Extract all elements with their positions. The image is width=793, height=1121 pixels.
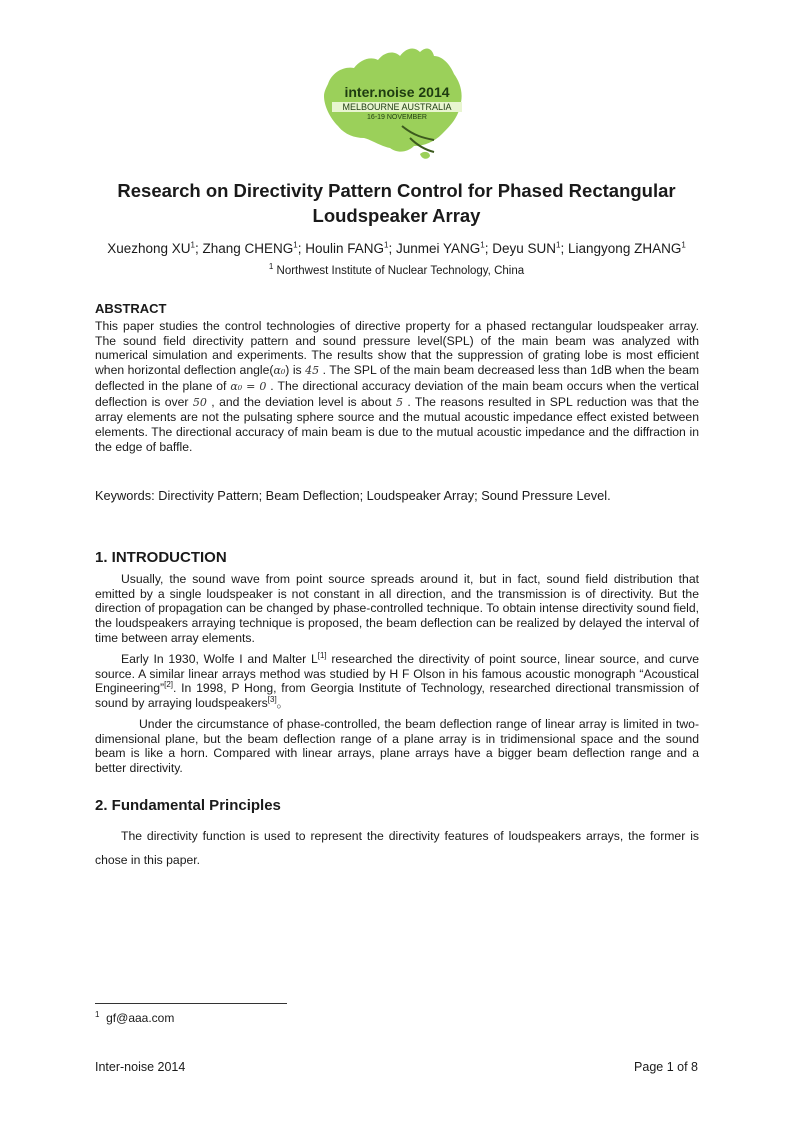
conference-logo	[310, 42, 480, 172]
author: Deyu SUN$^1$;	[492, 240, 569, 256]
principles-paragraph: The directivity function is used to represent the directivity features of loudspeakers arrays, the former is chose in this paper.	[95, 829, 699, 867]
intro-paragraph-2: Early In 1930, Wolfe I and Malter L[1] researched the directivity of point source, linear source, and curve source. A similar linear arrays method was studied by H F Olson in his famous acoustic monograph “Acoustical Engineering”[2]. In 1998, P Hong, from Georgia Institute of Technology, researched directional transmission of sound by arraying loudspeakers[3]。	[95, 650, 699, 711]
citation: [2]	[164, 680, 174, 690]
logo-brand: inter.noise 2014	[344, 84, 450, 100]
footer-conference: Inter-noise 2014	[95, 1060, 186, 1074]
intro-paragraph-1: Usually, the sound wave from point source spreads around it, but in fact, sound field distribution that emitted by a single loudspeaker is not constant in all direction, and the transmission is of directivity. But the direction of propagation can be changed by phase-controlled technique. To obtain intense directivity sound field, the loudspeakers arraying technique is proposed, the beam deflection can be realized by delayed the interval of time between array elements.	[95, 572, 699, 645]
author: Liangyong ZHANG$^1$	[568, 240, 686, 256]
abstract-text: This paper studies the control technologies of directive property for a phased rectangular loudspeaker array. The sound field directivity pattern and sound pressure level(SPL) of the main beam was analyzed with numerical simulation and experiments. The results show that the suppression of grating lobe is most efficient when horizontal deflection angle(α₀) is 45 . The SPL of the main beam decreased less than 1dB when the beam deflected in the plane of α₀ = 0 . The directional accuracy deviation of the main beam occurs when the vertical deflection is over 50 , and the deviation level is about 5 . The reasons resulted in SPL reduction was that the array elements are not the pulsating sphere source and the mutual acoustic impedance effect existed between elements. The directional accuracy of main beam is due to the mutual acoustic impedance and the diffraction in the edge of baffle.	[95, 319, 700, 454]
author: Xuezhong $XU^1$;	[107, 240, 203, 256]
citation: [1]	[317, 650, 327, 660]
section-2-heading: 2. Fundamental Principles	[95, 797, 281, 814]
math-alpha0-zero: α₀ = 0	[230, 379, 267, 393]
author-list	[60, 241, 733, 256]
math-alpha0: α₀	[273, 364, 286, 378]
intro-paragraph-3: Under the circumstance of phase-controlled, the beam deflection range of linear array is limited in two-dimensional plane, but the beam deflection range of a plane array is in tridimensional space and the sound beam is like a horn. Compared with linear arrays, plane arrays have a bigger beam deflection range and a better directivity.	[95, 717, 699, 776]
footer-page-number: Page 1 of 8	[634, 1060, 698, 1074]
title-line-1: Research on Directivity Pattern Control for Phased Rectangular	[117, 180, 676, 201]
title-line-2: Loudspeaker Array	[312, 205, 481, 226]
author: Zhang CHENG$^1$;	[202, 240, 306, 256]
footnote-divider	[95, 1003, 287, 1004]
footnote: $^1$ gf@aaa.com	[95, 1010, 175, 1025]
citation: [3]	[267, 695, 277, 705]
math-5: 5	[395, 395, 403, 409]
author: Junmei YANG$^1$;	[396, 240, 493, 256]
logo-city: MELBOURNE AUSTRALIA	[332, 102, 462, 112]
section-1-heading: 1. INTRODUCTION	[95, 549, 227, 566]
logo-dates: 16-19 NOVEMBER	[367, 114, 427, 121]
keywords: Keywords: Directivity Pattern; Beam Deflection; Loudspeaker Array; Sound Pressure Level.	[95, 488, 611, 503]
math-50: 50	[192, 395, 207, 409]
paper-title	[80, 178, 713, 228]
affiliation: $^1$ Northwest Institute of Nuclear Technology, China	[268, 262, 525, 277]
footnote-email: gf@aaa.com	[106, 1011, 175, 1025]
math-45: 45	[305, 364, 320, 378]
author: Houlin FANG$^1$;	[305, 240, 396, 256]
abstract-heading: ABSTRACT	[95, 301, 167, 316]
